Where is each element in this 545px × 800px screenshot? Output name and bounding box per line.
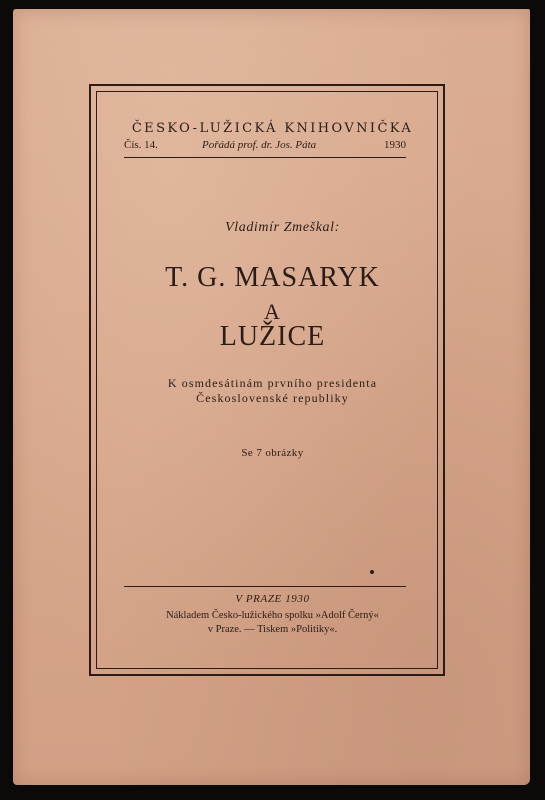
place-year: V PRAZE 1930 (235, 593, 310, 605)
author-name: Vladimír Zmeškal: (225, 220, 340, 235)
series-meta-row (124, 139, 406, 155)
series-number: Čís. 14. (124, 139, 158, 151)
subtitle-line-2: Československé republiky (196, 391, 349, 405)
publisher-line-1: Nákladem Česko-lužického spolku »Adolf Černý« (166, 610, 379, 621)
publisher-line-2: v Praze. — Tiskem »Politiky«. (207, 624, 338, 635)
footer-rule (124, 586, 406, 587)
ink-speck (370, 570, 374, 574)
title-line-1: T. G. MASARYK (165, 262, 380, 293)
illustrations-note: Se 7 obrázky (241, 447, 304, 459)
series-title: ČESKO-LUŽICKÁ KNIHOVNIČKA (131, 121, 414, 136)
series-editor: Pořádá prof. dr. Jos. Páta (202, 139, 317, 151)
header-rule (124, 157, 406, 158)
title-line-3: LUŽICE (219, 321, 326, 352)
title-line-2: A (264, 299, 281, 324)
subtitle-line-1: K osmdesátinám prvního presidenta (167, 376, 378, 390)
series-year: 1930 (384, 139, 406, 151)
